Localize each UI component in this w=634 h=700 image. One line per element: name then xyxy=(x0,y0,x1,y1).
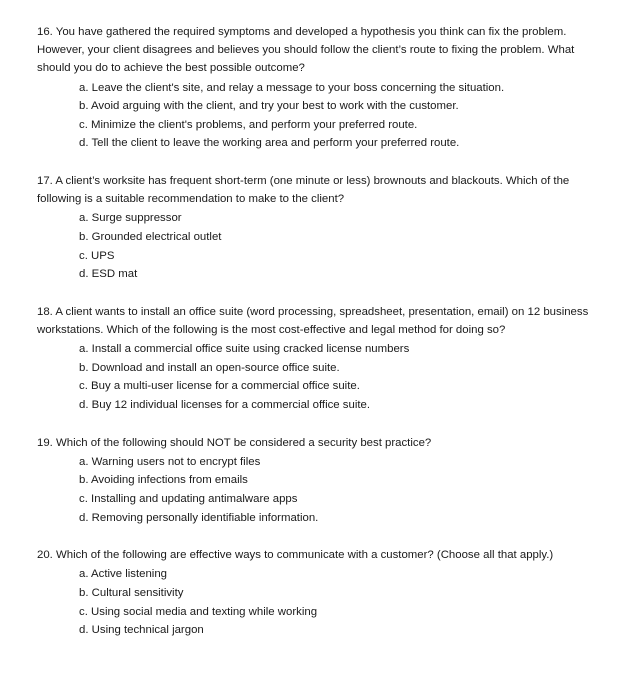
question-20 xyxy=(37,546,604,640)
answer-option-b: b. Avoid arguing with the client, and try your best to work with the customer. xyxy=(79,100,459,113)
answer-option-c: c. Using social media and texting while working xyxy=(79,605,318,618)
answer-option-a: a. Warning users not to encrypt files xyxy=(79,455,261,468)
question-16 xyxy=(37,23,604,153)
answer-option-a: a. Leave the client's site, and relay a message to your boss concerning the situation. xyxy=(79,81,505,94)
answer-option-b: b. Download and install an open-source office suite. xyxy=(79,361,340,374)
answer-option-a: a. Surge suppressor xyxy=(79,212,182,225)
answer-option-d: d. Tell the client to leave the working area and perform your preferred route. xyxy=(79,137,460,150)
question-19 xyxy=(37,434,604,528)
answer-option-a: a. Active listening xyxy=(79,568,168,581)
answer-option-c: c. Installing and updating antimalware apps xyxy=(79,492,298,505)
question-stem: 19. Which of the following should NOT be considered a security best practice? xyxy=(37,436,432,449)
answer-options xyxy=(37,79,604,153)
answer-option-d: d. ESD mat xyxy=(79,268,138,281)
answer-options xyxy=(37,453,604,527)
answer-option-c: c. Minimize the client's problems, and perform your preferred route. xyxy=(79,118,418,131)
answer-option-d: d. Using technical jargon xyxy=(79,624,204,637)
question-stem: 18. A client wants to install an office suite (word processing, spreadsheet, presentation, email) on 12 business workstations. Which of the following is the most cost-effective and legal method for doing so? xyxy=(37,305,589,336)
question-stem: 16. You have gathered the required symptoms and developed a hypothesis you think can fix the problem. However, your client disagrees and believes you should follow the client’s route to fixing the problem. What should you do to achieve the best possible outcome? xyxy=(37,26,575,75)
answer-option-d: d. Buy 12 individual licenses for a commercial office suite. xyxy=(79,398,371,411)
answer-option-b: b. Grounded electrical outlet xyxy=(79,230,222,243)
answer-option-c: c. Buy a multi-user license for a commercial office suite. xyxy=(79,380,360,393)
question-17 xyxy=(37,172,604,284)
question-stem: 17. A client’s worksite has frequent short-term (one minute or less) brownouts and blackouts. Which of the following is a suitable recommendation to make to the client? xyxy=(37,174,570,206)
answer-option-d: d. Removing personally identifiable information. xyxy=(79,511,319,524)
answer-options xyxy=(37,340,604,414)
answer-option-c: c. UPS xyxy=(79,249,115,262)
answer-options xyxy=(37,565,604,639)
answer-option-a: a. Install a commercial office suite using cracked license numbers xyxy=(79,343,410,356)
question-18 xyxy=(37,303,604,415)
answer-option-b: b. Cultural sensitivity xyxy=(79,586,184,599)
question-stem: 20. Which of the following are effective ways to communicate with a customer? (Choose all that apply.) xyxy=(37,549,554,562)
answer-option-b: b. Avoiding infections from emails xyxy=(79,474,248,487)
answer-options xyxy=(37,209,604,283)
